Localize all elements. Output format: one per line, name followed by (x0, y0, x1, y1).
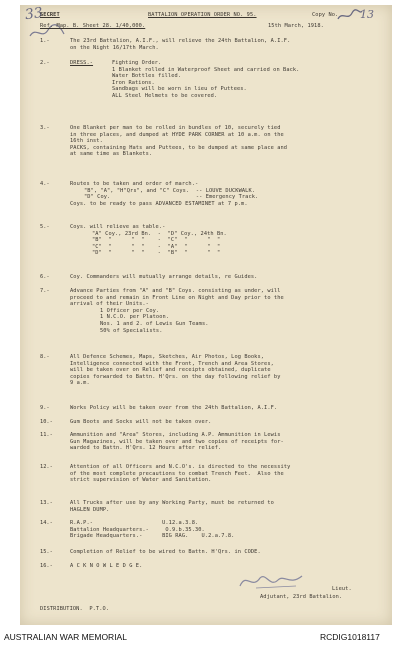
paragraph-line: Coy. Commanders will mutually arrange details, re Guides. (70, 274, 258, 280)
paragraph-number: 6.- (40, 274, 50, 280)
paragraph-line: "B", "A", "H"Qrs", and "C" Coys. -- LOUVE DUCKWALK. (84, 187, 256, 194)
paragraph-number: 11.- (40, 432, 53, 438)
copy-number-label: Copy No. (312, 12, 339, 18)
paragraph-number: 5.- (40, 224, 50, 230)
signature-appointment: Adjutant, 23rd Battalion. (260, 594, 343, 600)
paragraph-line: A C K N O W L E D G E. (70, 563, 143, 569)
paragraph-number: 8.- (40, 354, 50, 360)
secret-marking: SECRET (40, 12, 60, 18)
paragraph-line: Works Policy will be taken over from the 24th Battalion, A.I.F. (70, 405, 278, 411)
paragraph-heading: DRESS.- (70, 60, 94, 66)
paragraph-line: Brigade Headquarters.- BIG RAG. U.2.a.7.8. (70, 533, 235, 540)
paragraph-line: of the most complete precautions to combat Trench Feet. Also the (70, 470, 284, 477)
paragraph-line: Completion of Relief to be wired to Battn. H'Qrs. in CODE. (70, 549, 261, 555)
paragraph-line: "A" Coy., 23rd Bn. - "D" Coy., 24th Bn. (92, 230, 227, 237)
paragraph-number: 15.- (40, 549, 53, 555)
archive-id: RCDIG1018117 (320, 632, 380, 642)
paragraph-line: ALL Steel Helmets to be covered. (112, 93, 218, 99)
paragraph-line: "D" Coy. -- Emergency Track. (84, 194, 259, 201)
paragraph-line: Intelligence connected with the Front, Trench and Area Stores, (70, 360, 274, 367)
paragraph-number: 12.- (40, 464, 53, 470)
paragraph-number: 16.- (40, 563, 53, 569)
paragraph-line: 1 Blanket rolled in Waterproof Sheet and carried on Back. (112, 66, 300, 73)
paragraph-line: 9 a.m. (70, 380, 90, 387)
paragraph-line: warded to Battn. H'Qrs. 12 Hours after relief. (70, 445, 222, 452)
paragraph-line: The 23rd Battalion, A.I.F., will relieve the 24th Battalion, A.I.F. (70, 38, 291, 44)
paragraph-number: 13.- (40, 500, 53, 506)
paragraph-line: Gum Boots and Socks will not be taken over. (70, 419, 212, 425)
paragraph-line: Iron Rations. (112, 79, 155, 86)
paragraph-line: Water Bottles filled. (112, 73, 182, 80)
paragraph-number: 4.- (40, 181, 50, 187)
paragraph-line: PACKS, containing Hats and Puttees, to be dumped at same place and (70, 144, 288, 151)
handwritten-signature (236, 570, 306, 592)
paragraph-line: Attention of all Officers and N.C.O's. is directed to the necessity (70, 464, 291, 470)
paragraph-line: 1 Officer per Coy. (100, 307, 160, 314)
copy-number-scribble (336, 9, 364, 23)
paragraph-line: Coys. will relieve as table.- (70, 224, 166, 230)
paragraph-line: One Blanket per man to be rolled in bundles of 10, securely tied (70, 125, 281, 131)
paragraph-line: on the Night 16/17th March. (70, 44, 159, 51)
paragraph-line: strict supervision of Water and Sanitation. (70, 477, 212, 484)
paragraph-line: copies forwarded to Battn. H'Qrs. on the day following relief by (70, 373, 281, 380)
map-reference: Ref. Map. B. Sheet 28. 1/40,000. (40, 23, 146, 29)
paragraph-line: Advance Parties from "A" and "B" Coys. consisting as under, will (70, 288, 281, 294)
paragraph-line: "D" " " " - "B" " " " (92, 250, 221, 257)
order-date: 15th March, 1918. (268, 23, 324, 29)
paragraph-number: 7.- (40, 288, 50, 294)
paragraph-number: 10.- (40, 419, 53, 425)
paragraph-number: 9.- (40, 405, 50, 411)
paragraph-line: will be taken over on Relief and receipts obtained, duplicate (70, 367, 271, 374)
paragraph-line: arrival of their Units.- (70, 301, 149, 308)
paragraph-line: All Defence Schemes, Maps, Sketches, Air Photos, Log Books, (70, 354, 265, 360)
paragraph-line: Battalion Headquarters.- O.9.b.35.30. (70, 526, 205, 533)
order-title: BATTALION OPERATION ORDER NO. 95. (148, 12, 257, 18)
paragraph-line: "B" " " " - "C" " " " (92, 237, 221, 244)
paragraph-line: Gun Magazines, will be taken over and two copies of receipts for- (70, 438, 284, 445)
paragraph-number: 2.- (40, 60, 50, 66)
paragraph-line: 1 N.C.O. per Platoon. (100, 314, 170, 321)
paragraph-line: Ammunition and "Area" Stores, including A.P. Ammunition in Lewis (70, 432, 281, 438)
paragraph-number: 3.- (40, 125, 50, 131)
paragraph-line: Routes to be taken and order of march.- (70, 181, 199, 187)
paragraph-number: 14.- (40, 520, 53, 526)
distribution-note: DISTRIBUTION. P.T.O. (40, 606, 110, 612)
signature-rank: Lieut. (332, 586, 352, 592)
paragraph-line: 16th inst. (70, 138, 103, 145)
paragraph-line: Coys. to be ready to pass ADVANCED ESTAMINET at 7 p.m. (70, 200, 248, 207)
handwritten-ref-number: 33 (23, 4, 44, 24)
paragraph-number: 1.- (40, 38, 50, 44)
paragraph-line: HAGLEN DUMP. (70, 506, 110, 513)
paragraph-line: "C" " " " - "A" " " " (92, 243, 221, 250)
paragraph-line: R.A.P.- U.12.a.3.8. (70, 520, 199, 526)
paragraph-line: in three places, and dumped at HYDE PARK CORNER at 10 a.m. on the (70, 131, 284, 138)
paragraph-line: Sandbags will be worn in lieu of Puttees. (112, 86, 247, 93)
copy-number-handwritten: 13 (360, 8, 374, 21)
paragraph-line: Nos. 1 and 2. of Lewis Gun Teams. (100, 321, 209, 327)
paragraph-line: 50% of Specialists. (100, 327, 163, 334)
paragraph-line: Fighting Order. (112, 60, 162, 66)
paragraph-line: proceed to and remain in Front Line on Night and Day prior to the (70, 294, 284, 301)
paragraph-line: at same time as Blankets. (70, 151, 153, 158)
archive-name: AUSTRALIAN WAR MEMORIAL (4, 632, 127, 642)
paragraph-line: All Trucks after use by any Working Party, must be returned to (70, 500, 274, 506)
